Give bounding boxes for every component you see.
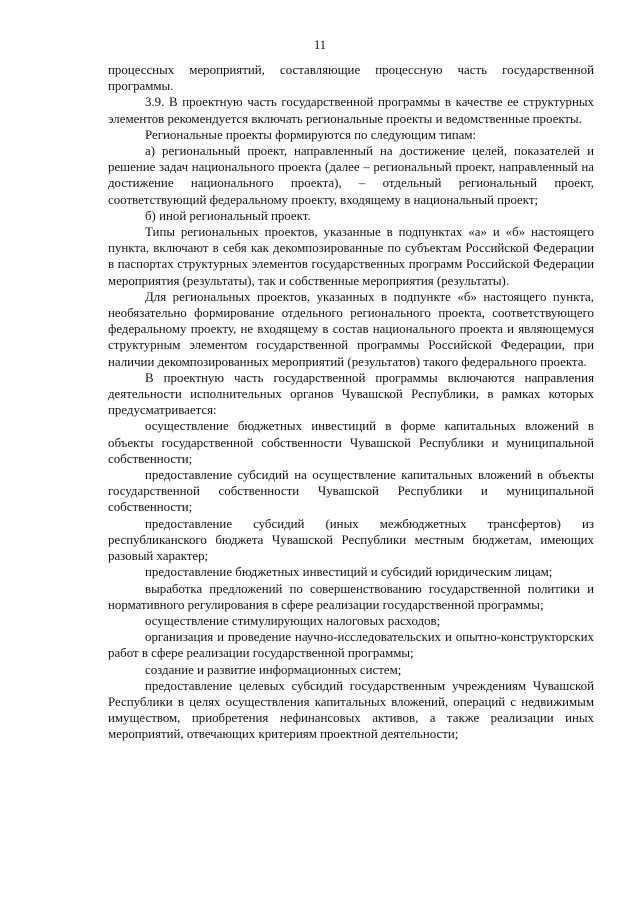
list-item: выработка предложений по совершенствованию государственной политики и нормативного регулирования в сфере реализации государственной программы;	[108, 581, 594, 612]
list-item: предоставление субсидий (иных межбюджетных трансфертов) из республиканского бюджета Чувашской Республики местным бюджетам, имеющих разовый характер;	[108, 516, 594, 564]
list-item: осуществление стимулирующих налоговых расходов;	[145, 613, 441, 628]
list-item: осуществление бюджетных инвестиций в форме капитальных вложений в объекты государственной собственности Чувашской Республики и муниципальной собственности;	[108, 419, 594, 466]
paragraph: процессных мероприятий, составляющие процессную часть государственной программы.	[108, 63, 594, 94]
paragraph: Региональные проекты формируются по следующим типам:	[145, 127, 477, 142]
paragraph: б) иной региональный проект.	[145, 208, 311, 223]
paragraph: Типы региональных проектов, указанные в подпунктах «а» и «б» настоящего пункта, включают в себя как декомпозированные по субъектам Российской Федерации в паспортах структурных элементов государственных программ Российской Федерации мероприятия (результаты), так и собственные мероприятия (результаты).	[108, 225, 594, 288]
page-number: 11	[313, 38, 327, 52]
paragraph: Для региональных проектов, указанных в подпункте «б» настоящего пункта, необязательно формирование отдельного регионального проекта, соответствующего федеральному проекту, не входящему в состав национального проекта и являющемуся структурным элементом государственной программы Российской Федерации, при наличии декомпозированных мероприятий (результатов) такого федерального проекта.	[108, 289, 594, 369]
list-item: предоставление целевых субсидий государственным учреждениям Чувашской Республики в целях осуществления капитальных вложений, операций с недвижимым имуществом, приобретения нефинансовых активов, а также реализации иных мероприятий, отвечающих критериям проектной деятельности;	[108, 678, 594, 742]
paragraph: 3.9. В проектную часть государственной программы в качестве ее структурных элементов рекомендуется включать региональные проекты и ведомственные проекты.	[108, 95, 594, 126]
list-item: организация и проведение научно-исследовательских и опытно-конструкторских работ в сфере реализации государственной программы;	[108, 630, 594, 661]
paragraph: а) региональный проект, направленный на достижение целей, показателей и решение задач национального проекта (далее – региональный проект, направленный на достижение национального проекта), – отдельный региональный проект, соответствующий федеральному проекту, входящему в национальный проект;	[108, 144, 594, 207]
list-item: предоставление субсидий на осуществление капитальных вложений в объекты государственной собственности Чувашской Республики и муниципальной собственности;	[108, 468, 594, 515]
list-item: создание и развитие информационных систем;	[145, 662, 402, 677]
document-body	[108, 62, 594, 743]
paragraph: В проектную часть государственной программы включаются направления деятельности исполнительных органов Чувашской Республики, в рамках которых предусматривается:	[108, 370, 594, 418]
list-item: предоставление бюджетных инвестиций и субсидий юридическим лицам;	[145, 565, 553, 580]
